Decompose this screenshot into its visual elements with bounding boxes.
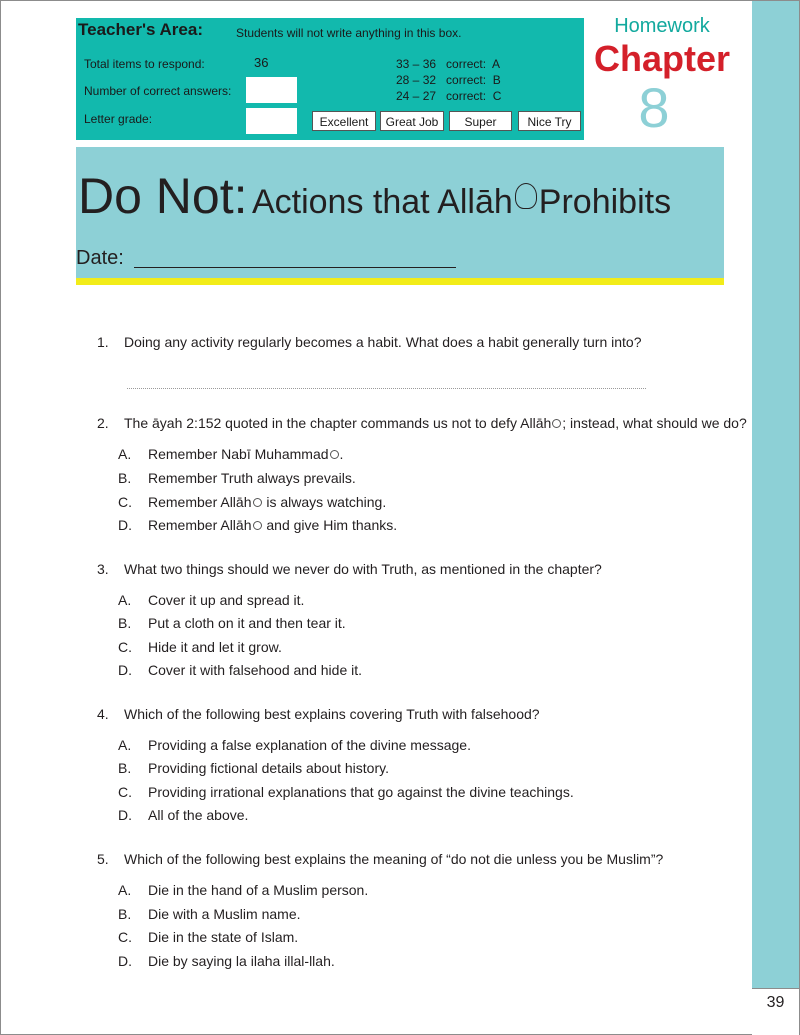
option-letter: D. — [118, 807, 132, 823]
excellent-button[interactable]: Excellent — [312, 111, 376, 131]
option-letter: B. — [118, 760, 132, 776]
option-text: Die with a Muslim name. — [148, 906, 301, 922]
super-button[interactable]: Super — [449, 111, 512, 131]
grade-scale-b: 28 – 32 correct: B — [396, 73, 501, 87]
option-text-end: and give Him thanks. — [262, 517, 398, 533]
q2-option-b[interactable] — [118, 470, 356, 486]
title-part-2: Prohibits — [538, 183, 672, 221]
grade-scale-a: 33 – 36 correct: A — [396, 57, 501, 71]
teacher-area-note: Students will not write anything in this box. — [236, 26, 462, 40]
side-color-strip — [752, 1, 799, 1034]
option-letter: B. — [118, 906, 132, 922]
option-text: Remember Allāh — [148, 494, 252, 510]
q5-option-c[interactable] — [118, 929, 298, 945]
option-letter: C. — [118, 639, 132, 655]
q3-option-c[interactable] — [118, 639, 282, 655]
teacher-area-title: Teacher's Area: — [78, 20, 203, 39]
option-text: Providing irrational explanations that go against the divine teachings. — [148, 784, 574, 800]
chapter-label: Chapter — [594, 38, 731, 79]
page-number: 39 — [766, 994, 785, 1011]
arabic-honorific-icon — [330, 450, 339, 459]
question-4 — [97, 706, 540, 722]
q4-option-b[interactable] — [118, 760, 389, 776]
option-text: Die in the hand of a Muslim person. — [148, 882, 369, 898]
q2-option-c[interactable] — [118, 494, 386, 510]
q2-option-d[interactable] — [118, 517, 397, 533]
arabic-honorific-icon — [253, 521, 262, 530]
question-3 — [97, 561, 602, 577]
yellow-divider — [76, 278, 724, 285]
question-text: Doing any activity regularly becomes a habit. What does a habit generally turn into? — [124, 334, 642, 350]
question-number: 3. — [97, 561, 109, 577]
option-letter: C. — [118, 929, 132, 945]
q4-option-d[interactable] — [118, 807, 248, 823]
option-letter: A. — [118, 737, 132, 753]
option-text: Remember Allāh — [148, 517, 252, 533]
option-letter: A. — [118, 592, 132, 608]
option-text: Put a cloth on it and then tear it. — [148, 615, 346, 631]
question-1 — [97, 334, 642, 350]
total-items-label: Total items to respond: — [84, 57, 205, 71]
question-2 — [97, 415, 747, 431]
arabic-honorific-icon — [552, 419, 561, 428]
date-input-line[interactable] — [134, 267, 456, 268]
homework-label: Homework — [614, 15, 710, 37]
question-number: 4. — [97, 706, 109, 722]
option-text: Die by saying la ilaha illal-llah. — [148, 953, 335, 969]
title-part-1: Actions that Allāh — [251, 183, 513, 221]
q3-option-b[interactable] — [118, 615, 346, 631]
question-5 — [97, 851, 663, 867]
option-text: Cover it with falsehood and hide it. — [148, 662, 363, 678]
grade-scale-c: 24 – 27 correct: C — [396, 89, 502, 103]
option-letter: A. — [118, 882, 132, 898]
answer-line-1[interactable] — [127, 388, 646, 389]
option-letter: B. — [118, 470, 132, 486]
option-text: Die in the state of Islam. — [148, 929, 299, 945]
question-text: Which of the following best explains the meaning of “do not die unless you be Muslim”? — [124, 851, 664, 867]
worksheet-title — [78, 167, 671, 225]
option-letter: D. — [118, 953, 132, 969]
question-text: Which of the following best explains covering Truth with falsehood? — [124, 706, 540, 722]
option-text: Remember Nabī Muhammad — [148, 446, 329, 462]
date-label: Date: — [76, 247, 124, 269]
option-letter: D. — [118, 662, 132, 678]
option-letter: D. — [118, 517, 132, 533]
arabic-honorific-icon — [515, 183, 537, 209]
title-do-not: Do Not: — [78, 168, 248, 224]
question-text: What two things should we never do with Truth, as mentioned in the chapter? — [124, 561, 602, 577]
teacher-area — [76, 18, 584, 140]
q3-option-a[interactable] — [118, 592, 304, 608]
q5-option-b[interactable] — [118, 906, 301, 922]
option-text: All of the above. — [148, 807, 249, 823]
question-number: 2. — [97, 415, 109, 431]
title-band — [76, 147, 724, 278]
q3-option-d[interactable] — [118, 662, 362, 678]
option-letter: B. — [118, 615, 132, 631]
arabic-honorific-icon — [253, 498, 262, 507]
great-job-button[interactable]: Great Job — [380, 111, 444, 131]
letter-grade-field[interactable] — [246, 108, 297, 134]
question-text: The āyah 2:152 quoted in the chapter commands us not to defy Allāh — [124, 415, 552, 431]
q5-option-a[interactable] — [118, 882, 368, 898]
option-letter: C. — [118, 784, 132, 800]
nice-try-button[interactable]: Nice Try — [518, 111, 581, 131]
total-items-value: 36 — [254, 55, 269, 70]
option-text-end: is always watching. — [262, 494, 387, 510]
q2-option-a[interactable] — [118, 446, 343, 462]
chapter-number: 8 — [638, 76, 670, 139]
option-text: Cover it up and spread it. — [148, 592, 305, 608]
option-text-end: . — [339, 446, 344, 462]
correct-answers-label: Number of correct answers: — [84, 84, 232, 98]
option-text: Providing a false explanation of the divine message. — [148, 737, 471, 753]
question-number: 5. — [97, 851, 109, 867]
correct-answers-field[interactable] — [246, 77, 297, 103]
q5-option-d[interactable] — [118, 953, 335, 969]
q4-option-a[interactable] — [118, 737, 471, 753]
option-text: Providing fictional details about history. — [148, 760, 389, 776]
option-text: Hide it and let it grow. — [148, 639, 282, 655]
question-number: 1. — [97, 334, 109, 350]
option-letter: A. — [118, 446, 132, 462]
q4-option-c[interactable] — [118, 784, 574, 800]
option-text: Remember Truth always prevails. — [148, 470, 356, 486]
question-text-end: ; instead, what should we do? — [562, 415, 747, 431]
option-letter: C. — [118, 494, 132, 510]
letter-grade-label: Letter grade: — [84, 112, 153, 126]
